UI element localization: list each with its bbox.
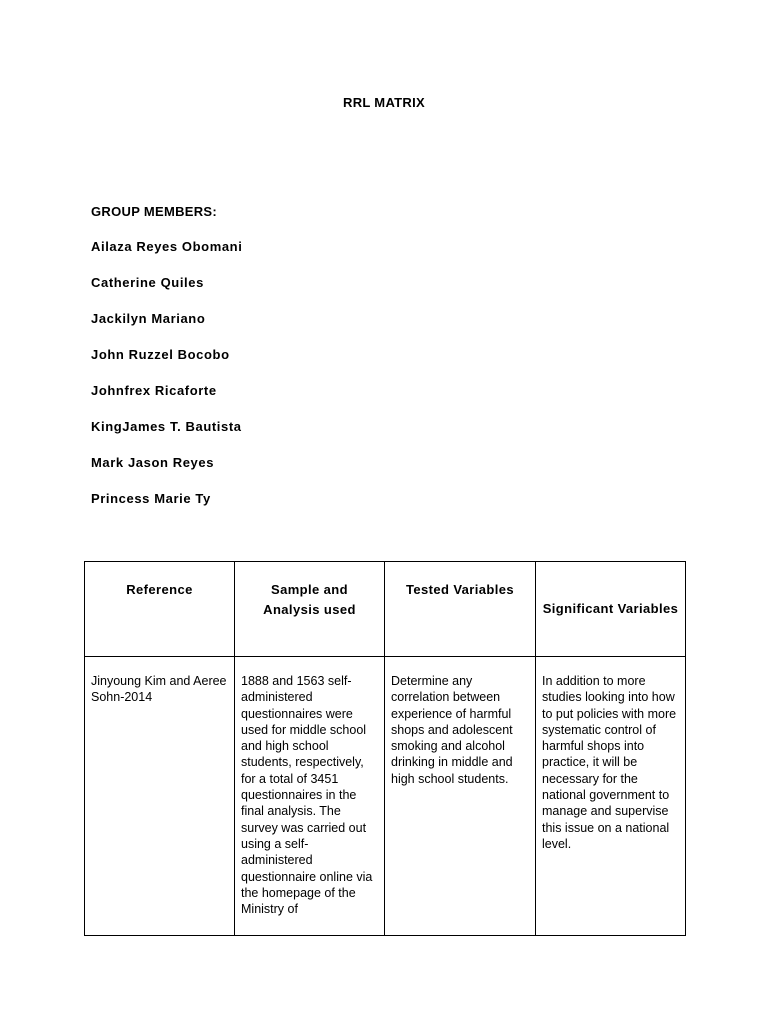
member-name: Princess Marie Ty	[91, 491, 211, 506]
header-significant-variables: Significant Variables	[536, 562, 686, 657]
member-name: Jackilyn Mariano	[91, 311, 206, 326]
header-reference: Reference	[85, 562, 235, 657]
member-name: Johnfrex Ricaforte	[91, 383, 217, 398]
cell-sample-analysis	[235, 657, 385, 936]
document-title: RRL MATRIX	[343, 95, 425, 110]
cell-reference	[85, 657, 235, 936]
group-members-heading: GROUP MEMBERS:	[91, 204, 218, 219]
member-name: Ailaza Reyes Obomani	[91, 239, 243, 254]
member-name: John Ruzzel Bocobo	[91, 347, 230, 362]
member-name: KingJames T. Bautista	[91, 419, 242, 434]
table-row	[85, 657, 686, 936]
header-tested-variables: Tested Variables	[385, 562, 536, 657]
cell-text: In addition to more studies looking into how to put policies with more systematic control of harmful shops into practice, it will be necessary for the national government to manage and supervise this issue on a national level.	[542, 674, 677, 851]
cell-text: Determine any correlation between experience of harmful shops and adolescent smoking and alcohol drinking in middle and high school students.	[391, 674, 513, 786]
rrl-matrix-table	[84, 561, 686, 936]
header-sample-analysis: Sample and Analysis used	[235, 562, 385, 657]
member-name: Catherine Quiles	[91, 275, 204, 290]
cell-significant-variables	[536, 657, 686, 936]
cell-text: 1888 and 1563 self-administered questionnaires were used for middle school and high school students, respectively, for a total of 3451 questionnaires in the final analysis. The survey was carried out using a self-administered questionnaire online via the homepage of the Ministry of	[241, 674, 373, 917]
cell-tested-variables	[385, 657, 536, 936]
cell-text: Jinyoung Kim and Aeree Sohn-2014	[91, 674, 227, 705]
group-members-list	[91, 240, 242, 528]
member-name: Mark Jason Reyes	[91, 455, 215, 470]
table-header-row	[85, 562, 686, 657]
